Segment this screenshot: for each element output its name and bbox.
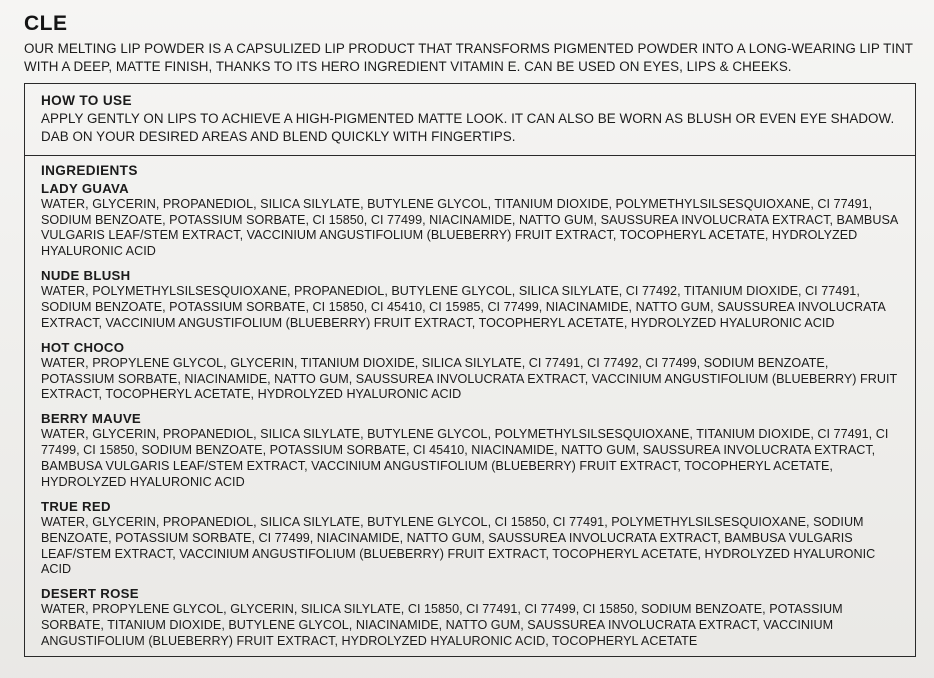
ingredient-variant (41, 499, 903, 578)
variant-ingredient-list: WATER, POLYMETHYLSILSESQUIOXANE, PROPANEDIOL, BUTYLENE GLYCOL, SILICA SILYLATE, CI 77492, TITANIUM DIOXIDE, CI 77491, SODIUM BENZOATE, POTASSIUM SORBATE, CI 15850, CI 45410, CI 15985, CI 77499, NIACINAMIDE, NATTO GUM, SAUSSUREA INVOLUCRATA EXTRACT, VACCINIUM ANGUSTIFOLIUM (BLUEBERRY) FRUIT EXTRACT, TOCOPHERYL ACETATE, HYDROLYZED HYALURONIC ACID (41, 284, 886, 330)
variant-name: DESERT ROSE (41, 586, 139, 602)
ingredient-variant (41, 181, 903, 260)
variant-ingredient-list: WATER, GLYCERIN, PROPANEDIOL, SILICA SILYLATE, BUTYLENE GLYCOL, CI 15850, CI 77491, POLYMETHYLSILSESQUIOXANE, SODIUM BENZOATE, POTASSIUM SORBATE, CI 77499, NIACINAMIDE, NATTO GUM, SAUSSUREA INVOLUCRATA EXTRACT, BAMBUSA VULGARIS LEAF/STEM EXTRACT, VACCINIUM ANGUSTIFOLIUM (BLUEBERRY) FRUIT EXTRACT, TOCOPHERYL ACETATE, HYDROLYZED HYALURONIC ACID (41, 514, 876, 577)
ingredient-variant (41, 411, 903, 490)
ingredient-variant (41, 268, 903, 332)
how-to-use-title: HOW TO USE (41, 93, 132, 109)
variant-name: TRUE RED (41, 498, 111, 514)
variant-ingredient-list: WATER, GLYCERIN, PROPANEDIOL, SILICA SILYLATE, BUTYLENE GLYCOL, TITANIUM DIOXIDE, POLYMETHYLSILSESQUIOXANE, CI 77491, SODIUM BENZOATE, POTASSIUM SORBATE, CI 15850, CI 77499, NIACINAMIDE, NATTO GUM, SAUSSUREA INVOLUCRATA EXTRACT, BAMBUSA VULGARIS LEAF/STEM EXTRACT, VACCINIUM ANGUSTIFOLIUM (BLUEBERRY) FRUIT EXTRACT, TOCOPHERYL ACETATE, HYDROLYZED HYALURONIC ACID (41, 196, 898, 259)
how-to-use-body: APPLY GENTLY ON LIPS TO ACHIEVE A HIGH-PIGMENTED MATTE LOOK. IT CAN ALSO BE WORN AS BLUSH OR EVEN EYE SHADOW. DAB ON YOUR DESIRED AREAS AND BLEND QUICKLY WITH FINGERTIPS. (41, 111, 895, 145)
ingredient-variant (41, 586, 903, 650)
variant-name: LADY GUAVA (41, 180, 129, 196)
variant-ingredient-list: WATER, PROPYLENE GLYCOL, GLYCERIN, TITANIUM DIOXIDE, SILICA SILYLATE, CI 77491, CI 77492, CI 77499, SODIUM BENZOATE, POTASSIUM SORBATE, NIACINAMIDE, NATTO GUM, SAUSSUREA INVOLUCRATA EXTRACT, VACCINIUM ANGUSTIFOLIUM (BLUEBERRY) FRUIT EXTRACT, TOCOPHERYL ACETATE, HYDROLYZED HYALURONIC ACID (41, 355, 897, 402)
section-divider (25, 155, 915, 156)
variant-name: NUDE BLUSH (41, 268, 131, 284)
variant-ingredient-list: WATER, PROPYLENE GLYCOL, GLYCERIN, SILICA SILYLATE, CI 15850, CI 77491, CI 77499, CI 15850, SODIUM BENZOATE, POTASSIUM SORBATE, TITANIUM DIOXIDE, BUTYLENE GLYCOL, NIACINAMIDE, NATTO GUM, SAUSSUREA INVOLUCRATA EXTRACT, VACCINIUM ANGUSTIFOLIUM (BLUEBERRY) FRUIT EXTRACT, HYDROLYZED HYALURONIC ACID, TOCOPHERYL ACETATE (41, 602, 843, 648)
ingredients-title: INGREDIENTS (41, 162, 138, 178)
ingredient-variant (41, 340, 903, 404)
variant-ingredient-list: WATER, GLYCERIN, PROPANEDIOL, SILICA SILYLATE, BUTYLENE GLYCOL, POLYMETHYLSILSESQUIOXANE, TITANIUM DIOXIDE, CI 77491, CI 77499, CI 15850, SODIUM BENZOATE, POTASSIUM SORBATE, CI 45410, NIACINAMIDE, NATTO GUM, SAUSSUREA INVOLUCRATA EXTRACT, BAMBUSA VULGARIS LEAF/STEM EXTRACT, VACCINIUM ANGUSTIFOLIUM (BLUEBERRY) FRUIT EXTRACT, TOCOPHERYL ACETATE, HYDROLYZED HYALURONIC ACID (41, 427, 889, 489)
variant-name: HOT CHOCO (41, 339, 125, 355)
variant-name: BERRY MAUVE (41, 411, 142, 427)
info-frame (24, 83, 916, 657)
brand-name: CLE (24, 12, 68, 35)
product-description: OUR MELTING LIP POWDER IS A CAPSULIZED LIP PRODUCT THAT TRANSFORMS PIGMENTED POWDER INTO A LONG-WEARING LIP TINT WITH A DEEP, MATTE FINISH, THANKS TO ITS HERO INGREDIENT VITAMIN E. CAN BE USED ON EYES, LIPS & CHEEKS. (24, 41, 913, 74)
